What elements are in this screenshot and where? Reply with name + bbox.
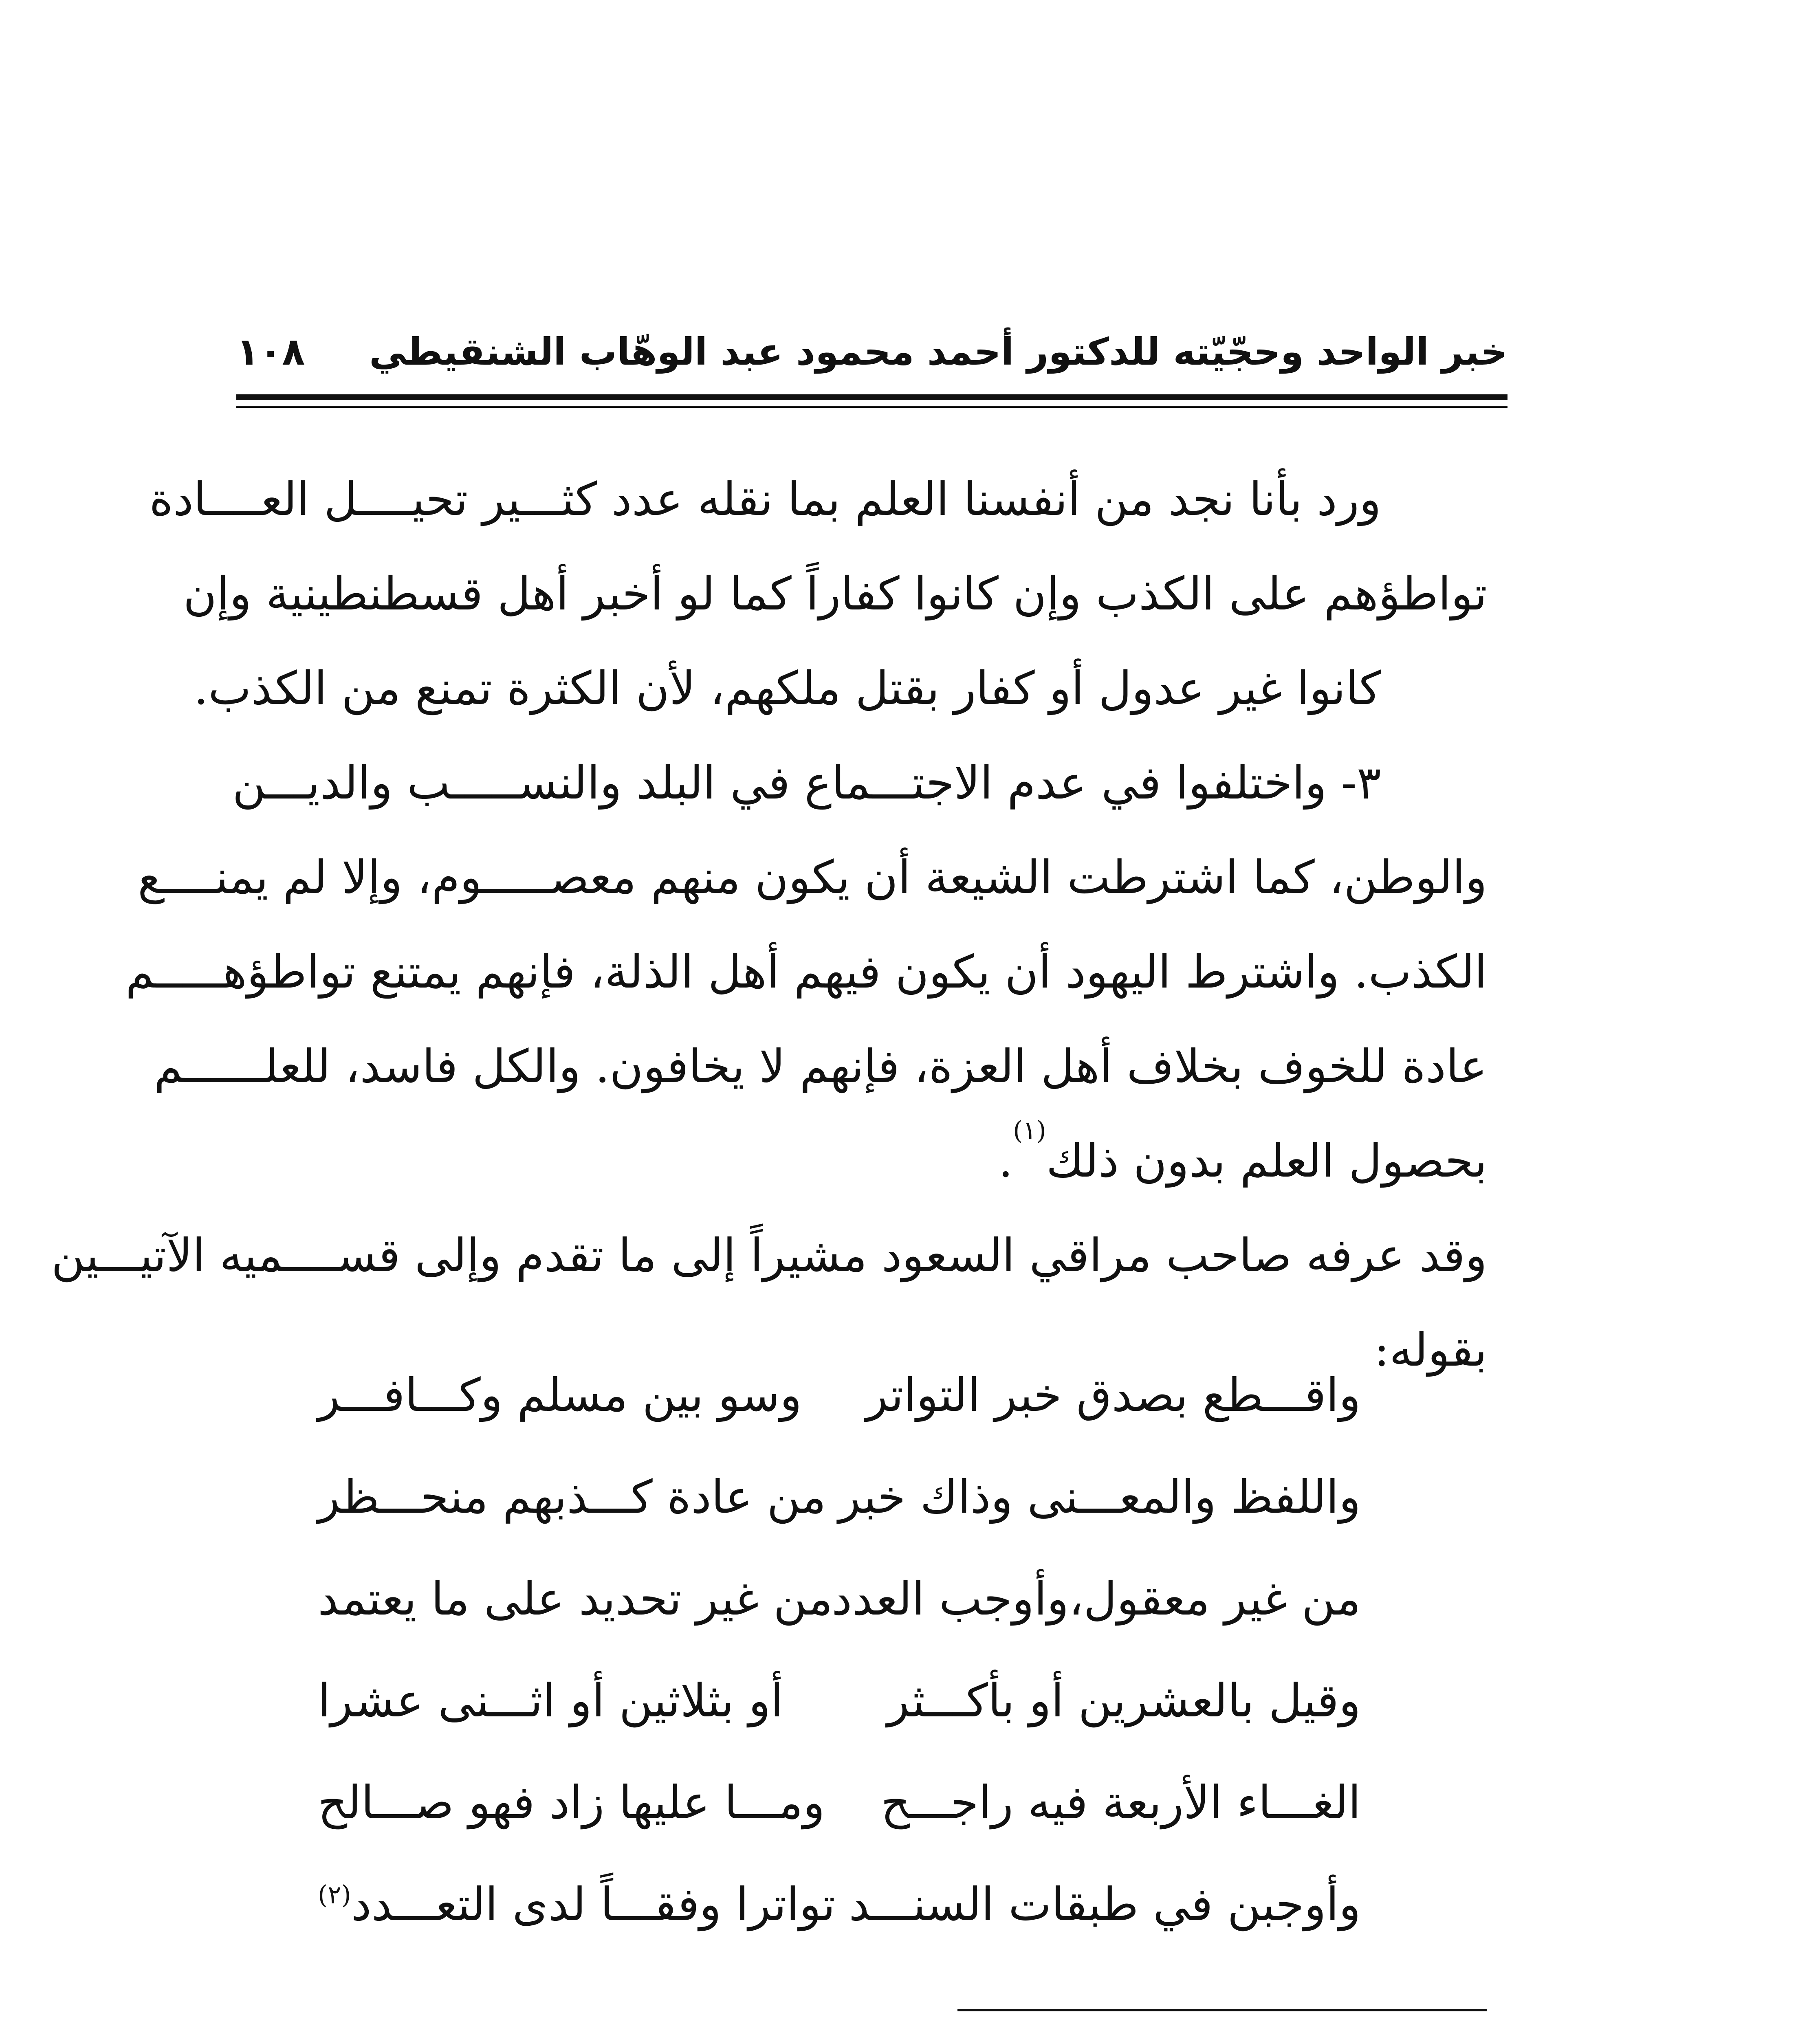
body-line: الكذب. واشترط اليهود أن يكون فيهم أهل الذلة، فإنهم يمتنع تواطؤهـــــم bbox=[125, 946, 1487, 999]
footnote-separator bbox=[957, 2009, 1487, 2011]
verse bbox=[318, 1369, 1361, 1471]
verse-first-hemistich: واللفظ والمعـــنى وذاك خبر bbox=[838, 1471, 1361, 1524]
verse-second-hemistich: من غير تحديد على ما يعتمد bbox=[318, 1573, 833, 1626]
verse bbox=[318, 1573, 1361, 1674]
verse-first-hemistich: الغـــاء الأربعة فيه راجـــح bbox=[880, 1776, 1361, 1829]
running-title: خبر الواحد وحجّيّته للدكتور أحمد محمود عبد الوهّاب الشنقيطي bbox=[369, 330, 1507, 374]
footnote-reference-2: (٢) bbox=[318, 1880, 351, 1909]
body-line: بقوله: bbox=[1374, 1324, 1487, 1377]
sentence-end: . bbox=[998, 1135, 1013, 1188]
verse-first-hemistich: واقـــطع بصدق خبر التواتر bbox=[865, 1369, 1361, 1422]
body-line-text: بحصول العلم بدون ذلك bbox=[1046, 1135, 1487, 1188]
verse bbox=[318, 1471, 1361, 1573]
footnote-reference-1: (١) bbox=[1013, 1115, 1046, 1145]
hemistich-text: تواترا وفقـــاً لدى التعـــدد bbox=[351, 1878, 836, 1931]
body-line: والوطن، كما اشترطت الشيعة أن يكون منهم معصـــــوم، وإلا لم يمنــــع bbox=[138, 851, 1487, 904]
verse-first-hemistich: من غير معقول،وأوجب العدد bbox=[832, 1573, 1361, 1626]
verse bbox=[318, 1776, 1361, 1878]
body-line: ٣- واختلفوا في عدم الاجتـــماع في البلد والنســـــب والديـــن bbox=[232, 757, 1381, 810]
verse bbox=[318, 1878, 1361, 1980]
body-line: ورد بأنا نجد من أنفسنا العلم بما نقله عدد كثـــير تحيــــل العــــادة bbox=[149, 473, 1381, 526]
body-line: وقد عرفه صاحب مراقي السعود مشيراً إلى ما تقدم وإلى قســــميه الآتيـــين bbox=[51, 1229, 1487, 1282]
body-line: عادة للخوف بخلاف أهل العزة، فإنهم لا يخافون. والكل فاسد، للعلــــــم bbox=[154, 1040, 1487, 1093]
page-header bbox=[236, 318, 1507, 399]
body-text bbox=[51, 452, 1487, 1397]
verse-first-hemistich: وأوجبن في طبقات السنـــد bbox=[849, 1878, 1361, 1931]
poem bbox=[318, 1369, 1361, 1980]
verse-second-hemistich: وسو بين مسلم وكـــافـــر bbox=[318, 1369, 802, 1422]
page-number: ١٠٨ bbox=[236, 330, 305, 374]
verse-first-hemistich: وقيل بالعشرين أو بأكـــثر bbox=[887, 1674, 1361, 1727]
verse-second-hemistich: من عادة كـــذبهم منحـــظر bbox=[318, 1471, 826, 1524]
verse bbox=[318, 1674, 1361, 1776]
verse-second-hemistich: أو بثلاثين أو اثـــنى عشرا bbox=[318, 1674, 783, 1727]
body-line: كانوا غير عدول أو كفار بقتل ملكهم، لأن الكثرة تمنع من الكذب. bbox=[194, 662, 1381, 715]
header-rule-thin bbox=[236, 406, 1507, 408]
verse-second-hemistich: ومـــا عليها زاد فهو صـــالح bbox=[318, 1776, 825, 1829]
verse-second-hemistich-with-footnote-ref bbox=[318, 1878, 835, 1931]
header-rule-thick bbox=[236, 394, 1507, 400]
body-line-with-footnote-ref bbox=[244, 1114, 1487, 1208]
body-line: تواطؤهم على الكذب وإن كانوا كفاراً كما لو أخبر أهل قسطنطينية وإن bbox=[183, 568, 1487, 620]
